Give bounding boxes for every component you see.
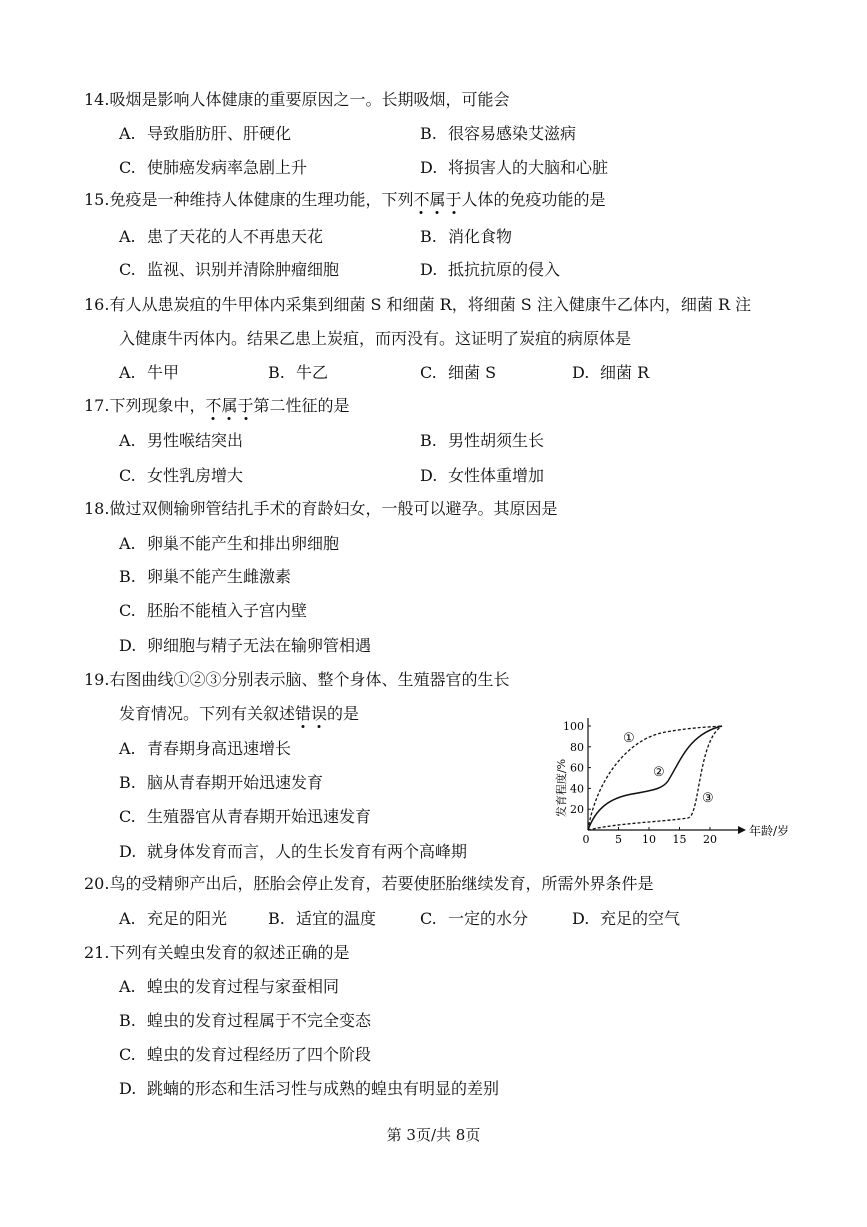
option-14-b[interactable]: B. 很容易感染艾滋病	[420, 124, 577, 143]
option-14-d[interactable]: D. 将损害人的大脑和心脏	[420, 158, 609, 177]
emphasis-wrong	[295, 704, 327, 723]
option-20-a[interactable]: A. 充足的阳光	[119, 909, 228, 928]
option-15-c[interactable]: C. 监视、识别并清除肿瘤细胞	[119, 260, 340, 279]
emphasized-char: 属	[429, 190, 446, 209]
question-21-stem: 21.下列有关蝗虫发育的叙述正确的是	[84, 943, 350, 962]
emphasized-char: 不	[413, 190, 430, 209]
option-19-c[interactable]: C. 生殖器官从青春期开始迅速发育	[119, 807, 372, 826]
y-tick-label: 100	[563, 720, 584, 733]
y-tick-label: 80	[570, 740, 584, 754]
question-17-stem: 17.下列现象中，不属于第二性征的是	[84, 396, 350, 415]
question-18-stem: 18.做过双侧输卵管结扎手术的育龄妇女，一般可以避孕。其原因是	[84, 499, 558, 518]
curve-label-2: ②	[653, 765, 665, 780]
curve-label-1: ①	[623, 731, 635, 746]
x-axis-arrow	[738, 826, 746, 834]
y-tick-label: 60	[570, 761, 584, 775]
emphasized-char: 属	[221, 396, 238, 415]
emphasized-char: 不	[205, 396, 222, 415]
option-21-a[interactable]: A. 蝗虫的发育过程与家蚕相同	[119, 977, 340, 996]
option-18-b[interactable]: B. 卵巢不能产生雌激素	[119, 567, 292, 586]
emphasized-char: 于	[445, 190, 462, 209]
page-footer: 第 3页/共 8页	[386, 1126, 481, 1144]
option-21-c[interactable]: C. 蝗虫的发育过程经历了四个阶段	[119, 1045, 372, 1064]
option-20-d[interactable]: D. 充足的空气	[572, 909, 681, 928]
y-tick-label: 20	[570, 803, 584, 817]
emphasized-char: 误	[311, 704, 328, 723]
option-17-a[interactable]: A. 男性喉结突出	[119, 431, 244, 450]
option-16-d[interactable]: D. 细菌 R	[572, 363, 650, 382]
option-14-c[interactable]: C. 使肺癌发病率急剧上升	[119, 158, 308, 177]
option-18-a[interactable]: A. 卵巢不能产生和排出卵细胞	[119, 534, 340, 553]
option-18-c[interactable]: C. 胚胎不能植入子宫内壁	[119, 601, 308, 620]
option-20-b[interactable]: B. 适宜的温度	[268, 909, 377, 928]
option-19-b[interactable]: B. 脑从青春期开始迅速发育	[119, 773, 324, 792]
y-tick-label: 40	[570, 782, 584, 796]
option-15-d[interactable]: D. 抵抗抗原的侵入	[420, 260, 561, 279]
question-16-stem-continued: 入健康牛丙体内。结果乙患上炭疽，而丙没有。这证明了炭疽的病原体是	[119, 329, 632, 348]
y-axis-label: 发育程度/%	[555, 758, 568, 818]
growth-curve-figure	[548, 710, 800, 848]
option-15-a[interactable]: A. 患了天花的人不再患天花	[119, 227, 324, 246]
option-17-d[interactable]: D. 女性体重增加	[420, 466, 545, 485]
question-19-stem-continued: 发育情况。下列有关叙述错误的是	[119, 704, 360, 723]
emphasized-char: 错	[295, 704, 312, 723]
x-tick-label: 0	[582, 833, 590, 846]
x-axis-label: 年龄/岁	[749, 824, 790, 838]
option-20-c[interactable]: C. 一定的水分	[420, 909, 529, 928]
emphasis-not-belong	[205, 396, 253, 415]
question-15-stem: 15.免疫是一种维持人体健康的生理功能，下列不属于人体的免疫功能的是	[84, 190, 606, 209]
option-15-b[interactable]: B. 消化食物	[420, 227, 513, 246]
curve-label-3: ③	[702, 791, 714, 806]
option-19-d[interactable]: D. 就身体发育而言，人的生长发育有两个高峰期	[119, 842, 468, 861]
option-21-d[interactable]: D. 跳蝻的形态和生活习性与成熟的蝗虫有明显的差别	[119, 1079, 500, 1098]
x-tick-label: 5	[615, 833, 622, 846]
option-16-b[interactable]: B. 牛乙	[268, 363, 329, 382]
emphasis-not-belong	[413, 190, 461, 209]
option-17-b[interactable]: B. 男性胡须生长	[420, 431, 545, 450]
x-tick-label: 10	[642, 833, 656, 846]
x-tick-label: 20	[703, 833, 717, 846]
question-19-stem: 19.右图曲线①②③分别表示脑、整个身体、生殖器官的生长	[84, 670, 510, 689]
option-16-c[interactable]: C. 细菌 S	[420, 363, 497, 382]
x-tick-label: 15	[672, 833, 687, 846]
question-14-stem: 14.吸烟是影响人体健康的重要原因之一。长期吸烟，可能会	[84, 90, 510, 109]
emphasized-char: 于	[237, 396, 254, 415]
option-14-a[interactable]: A. 导致脂肪肝、肝硬化	[119, 124, 292, 143]
option-17-c[interactable]: C. 女性乳房增大	[119, 466, 244, 485]
question-16-stem: 16.有人从患炭疽的牛甲体内采集到细菌 S 和细菌 R，将细菌 S 注入健康牛乙体内，细菌 R 注	[84, 295, 752, 314]
option-21-b[interactable]: B. 蝗虫的发育过程属于不完全变态	[119, 1011, 372, 1030]
option-19-a[interactable]: A. 青春期身高迅速增长	[119, 739, 292, 758]
option-18-d[interactable]: D. 卵细胞与精子无法在输卵管相遇	[119, 636, 372, 655]
question-20-stem: 20.鸟的受精卵产出后，胚胎会停止发育，若要使胚胎继续发育，所需外界条件是	[84, 874, 654, 893]
option-16-a[interactable]: A. 牛甲	[119, 363, 180, 382]
